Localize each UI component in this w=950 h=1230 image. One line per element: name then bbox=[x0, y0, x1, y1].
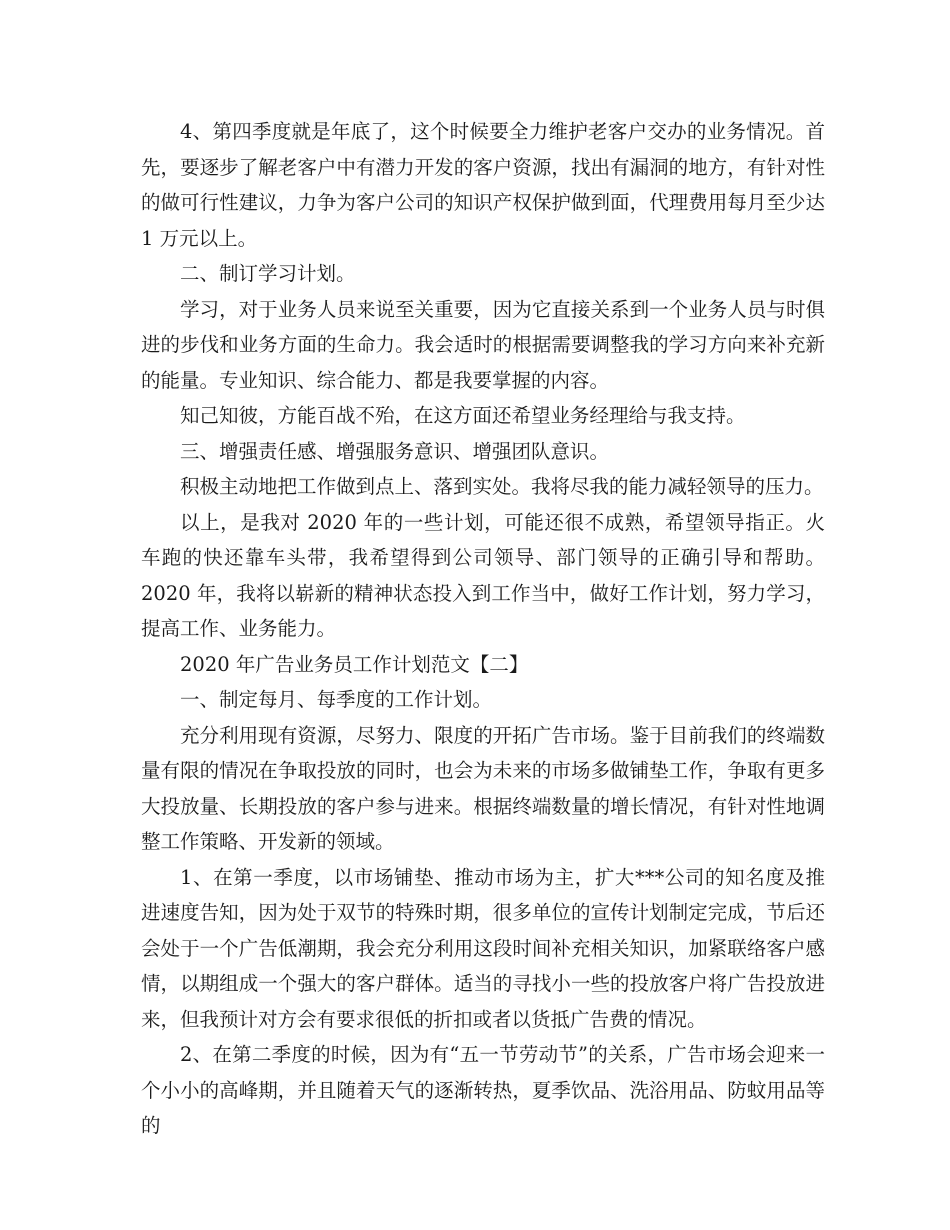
paragraph-q4-plan: 4、第四季度就是年底了，这个时候要全力维护老客户交办的业务情况。首先，要逐步了解老客户中有潜力开发的客户资源，找出有漏洞的地方，有针对性的做可行性建议，力争为客户公司的知识产权保护做到面，代理费用每月至少达 1 万元以上。 bbox=[141, 120, 825, 250]
heading-responsibility: 三、增强责任感、增强服务意识、增强团队意识。 bbox=[180, 439, 610, 463]
paragraph-q2: 2、在第二季度的时候，因为有“五一节劳动节”的关系，广告市场会迎来一个小小的高峰期，并且随着天气的逐渐转热，夏季饮品、洗浴用品、防蚊用品等的 bbox=[141, 1043, 825, 1137]
paragraph-q1: 1、在第一季度，以市场铺垫、推动市场为主，扩大***公司的知名度及推进速度告知，因为处于双节的特殊时期，很多单位的宣传计划制定完成，节后还会处于一个广告低潮期，我会充分利用这段时间补充相关知识，加紧联络客户感情，以期组成一个强大的客户群体。适当的寻找小一些的投放客户将广告投放进来，但我预计对方会有要求很低的折扣或者以货抵广告费的情况。 bbox=[141, 865, 825, 1031]
paragraph-know-yourself: 知己知彼，方能百战不殆，在这方面还希望业务经理给与我支持。 bbox=[180, 404, 746, 427]
heading-study-plan: 二、制订学习计划。 bbox=[180, 262, 356, 285]
paragraph-conclusion: 以上，是我对 2020 年的一些计划，可能还很不成熟，希望领导指正。火车跑的快还靠车头带，我希望得到公司领导、部门领导的正确引导和帮助。2020 年，我将以崭新的精神状态投入到工作当中，做好工作计划，努力学习，提高工作、业务能力。 bbox=[141, 510, 825, 640]
section-title-sample-two: 2020 年广告业务员工作计划范文【二】 bbox=[180, 652, 529, 676]
paragraph-study: 学习，对于业务人员来说至关重要，因为它直接关系到一个业务人员与时俱进的步伐和业务方面的生命力。我会适时的根据需要调整我的学习方向来补充新的能量。专业知识、综合能力、都是我要掌握的内容。 bbox=[141, 297, 825, 392]
paragraph-resources: 充分利用现有资源，尽努力、限度的开拓广告市场。鉴于目前我们的终端数量有限的情况在争取投放的同时，也会为未来的市场多做铺垫工作，争取有更多大投放量、长期投放的客户参与进来。根据终端数量的增长情况，有针对性地调整工作策略、开发新的领域。 bbox=[141, 723, 825, 853]
paragraph-proactive: 积极主动地把工作做到点上、落到实处。我将尽我的能力减轻领导的压力。 bbox=[180, 475, 824, 498]
document-body bbox=[141, 114, 825, 1144]
heading-monthly-plan: 一、制定每月、每季度的工作计划。 bbox=[180, 688, 493, 711]
